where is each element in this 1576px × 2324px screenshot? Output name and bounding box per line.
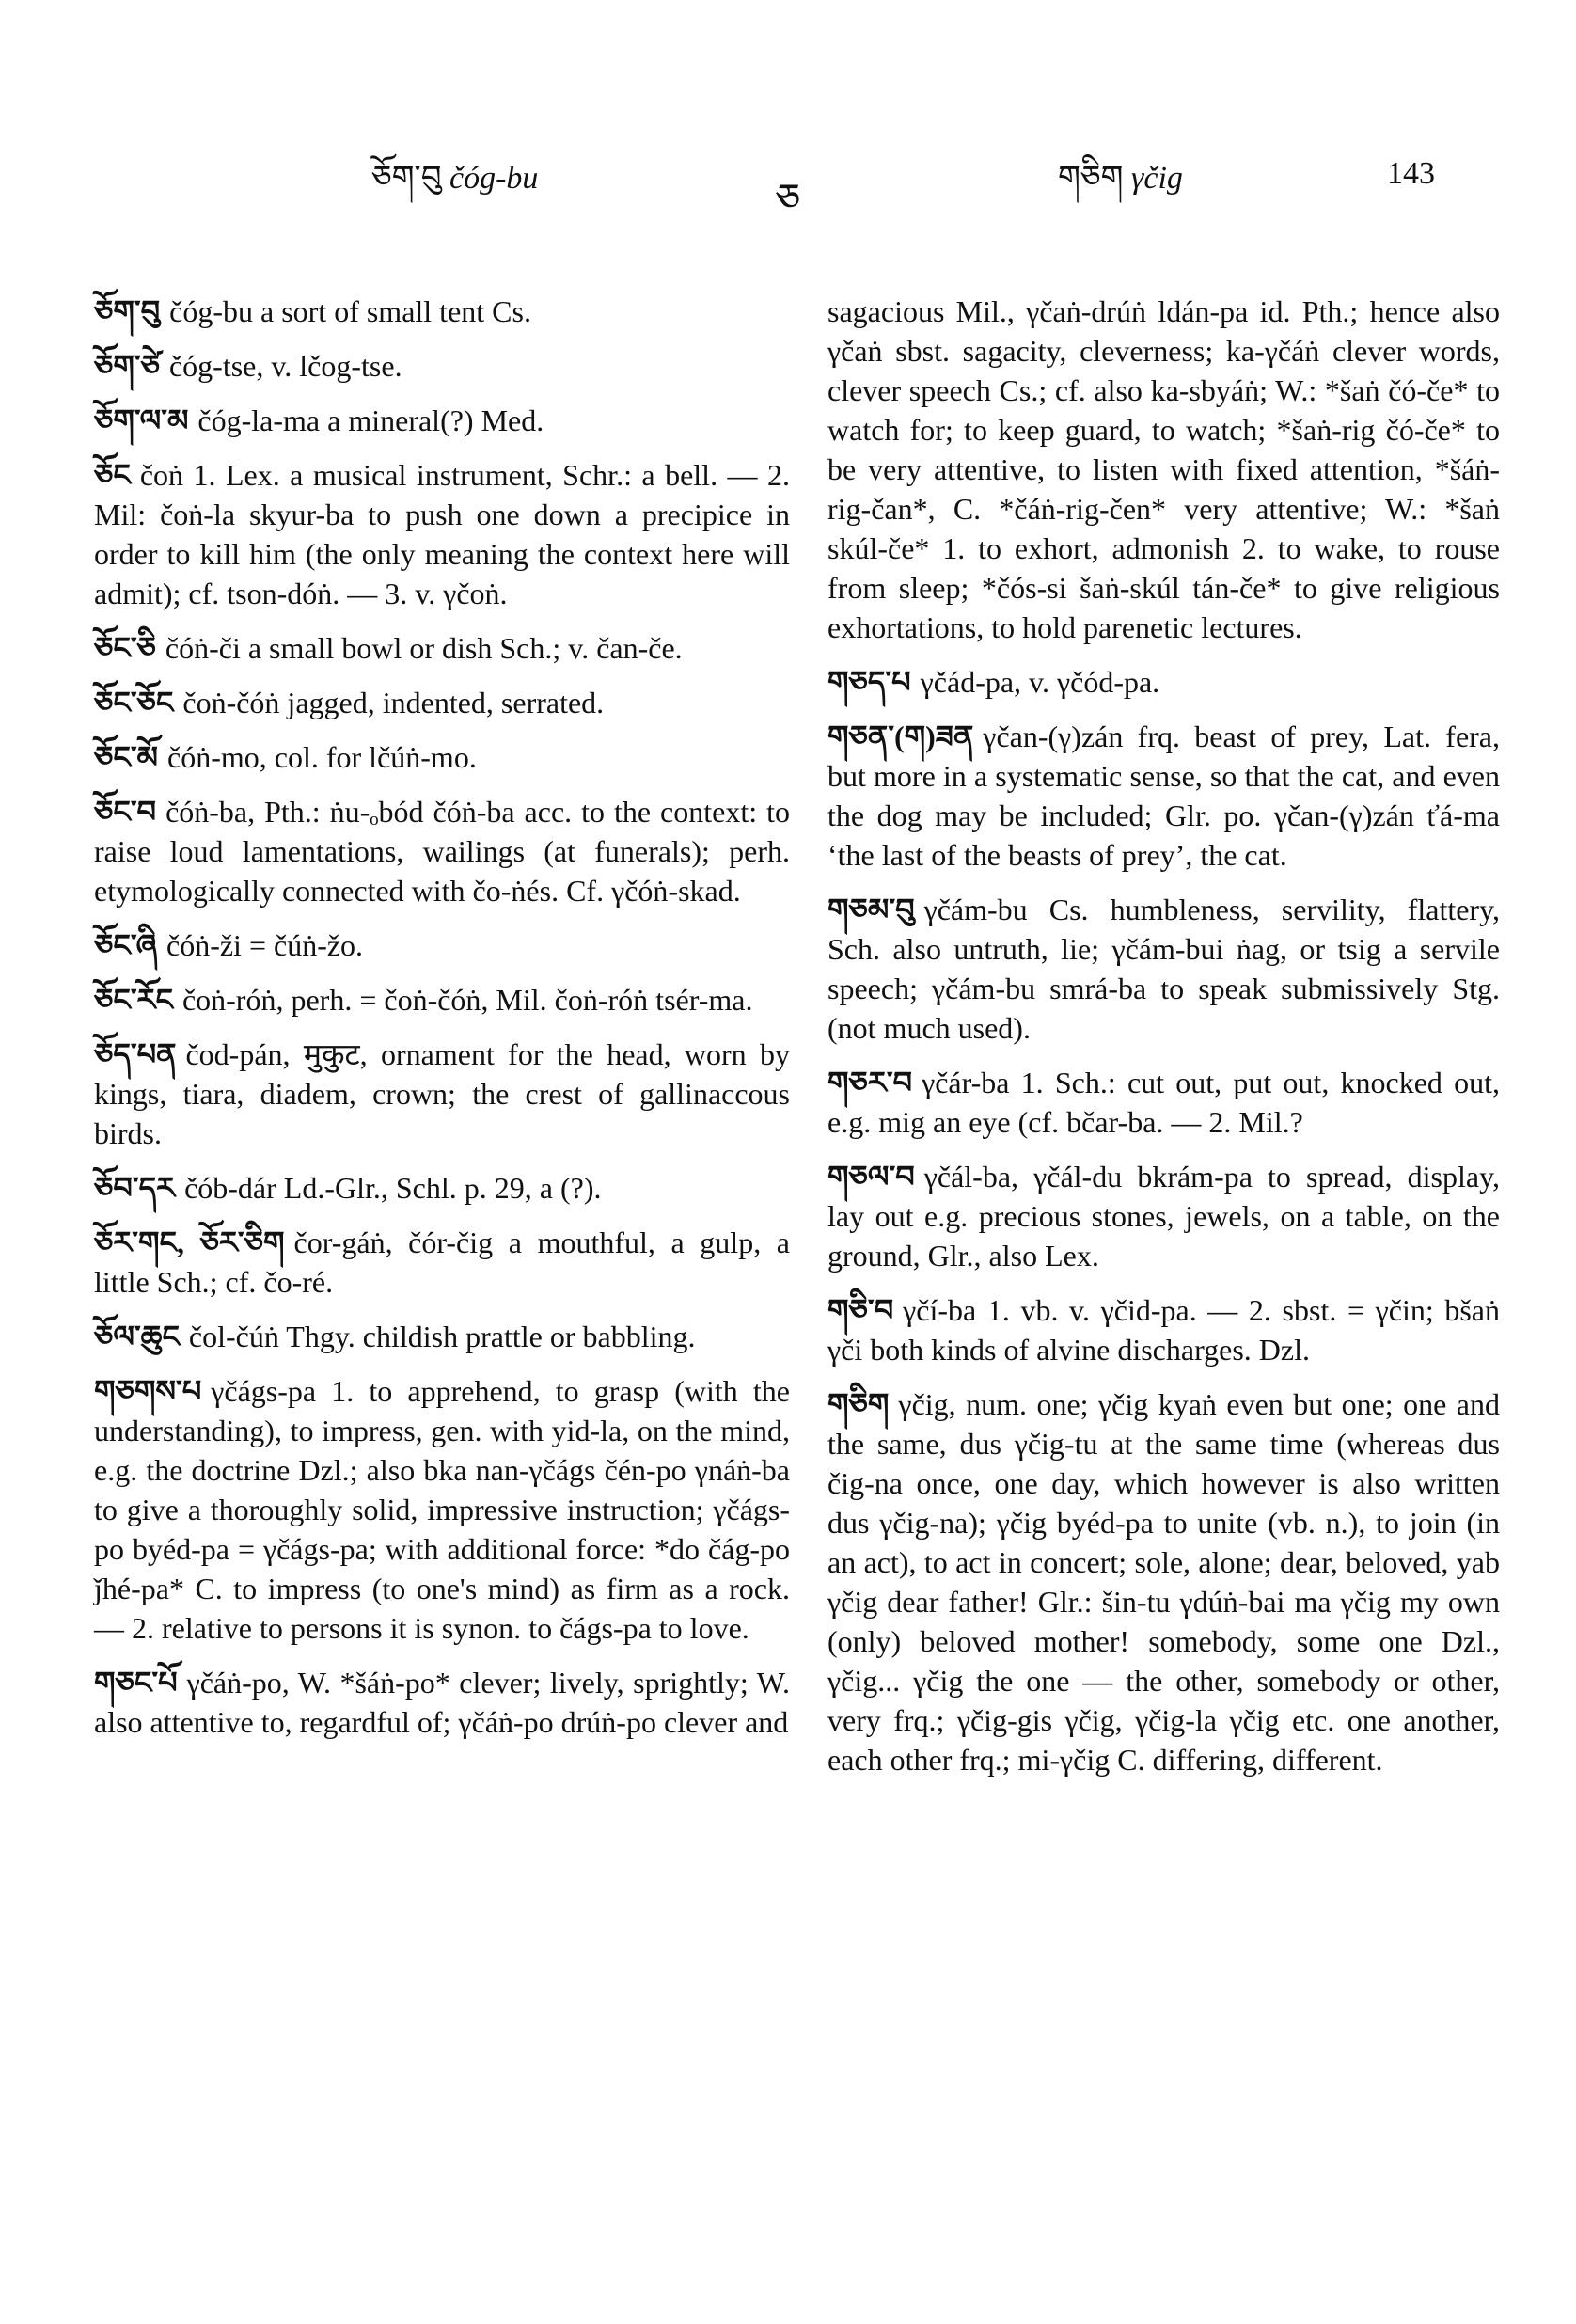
- entry-text: čób-dár Ld.-Glr., Schl. p. 29, a (?).: [184, 1171, 602, 1205]
- entry-text: γčan-(γ)zán frq. beast of prey, Lat. fera, but more in a systematic sense, so that the cat, and even the dog may be included; Glr. po. γčan-(γ)zán ťá-ma ‘the last of the beasts of prey’, the cat.: [827, 719, 1500, 872]
- entry-text: sagacious Mil., γčaṅ-drúṅ ldán-pa id. Pth.; hence also γčaṅ sbst. sagacity, cleverness; ka-γčáṅ clever words, clever speech Cs.; cf. also ka-sbyáṅ; W.: *šaṅ čó-če* to watch for; to keep guard, to watch; *šaṅ-rig čó-če* to be very attentive, to listen with fixed attention, *šáṅ-rig-čan*, C. *čáṅ-rig-čen* very attentive; W.: *šaṅ skúl-če* 1. to exhort, admonish 2. to wake, to rouse from sleep; *čós-si šaṅ-skúl tán-če* to give religious exhortations, to hold parenetic lectures.: [827, 294, 1500, 644]
- entry-text: čol-čúṅ Thgy. childish prattle or babbling.: [188, 1320, 696, 1353]
- headword-tibetan: གཅང་པོ: [94, 1666, 178, 1700]
- dictionary-entry: [827, 1157, 1500, 1275]
- entry-text: γčád-pa, v. γčód-pa.: [920, 665, 1160, 699]
- dictionary-entry: [94, 1371, 790, 1648]
- headword-tibetan: ཅོད་པན: [94, 1037, 177, 1071]
- headword-tibetan: ཅོག་ལ་མ: [94, 403, 189, 437]
- headword-tibetan: ཅོང་ཞི: [94, 928, 157, 962]
- entry-text: γčágs-pa 1. to apprehend, to grasp (with the understanding), to impress, gen. with yid-la, on the mind, e.g. the doctrine Dzl.; also bka nan-γčágs čén-po γnáṅ-ba to give a thoroughly solid, impressive instruction; γčágs-po byéd-pa = γčágs-pa; with additional force: *do čág-po ǰhé-pa* C. to impress (to one's mind) as firm as a rock. — 2. relative to persons it is synon. to čágs-pa to love.: [94, 1374, 790, 1645]
- headword-tibetan: ཅོང་མོ: [94, 740, 159, 774]
- dictionary-entry: [827, 662, 1500, 702]
- headword-tibetan: གཅགས་པ: [94, 1374, 202, 1408]
- entry-text: čóṅ-mo, col. for lčúṅ-mo.: [167, 740, 477, 774]
- running-head-left-tibetan: ཅོག་བུ: [371, 161, 442, 196]
- page-number: 143: [1387, 156, 1435, 191]
- dictionary-entry: [94, 1168, 790, 1208]
- dictionary-entry: [827, 1384, 1500, 1779]
- headword-tibetan: ཅོང་ཅོང: [94, 686, 174, 719]
- headword-tibetan: གཅར་བ: [827, 1066, 913, 1099]
- dictionary-entry: [94, 292, 790, 331]
- dictionary-entry: [94, 1035, 790, 1153]
- dictionary-entry: [94, 980, 790, 1020]
- entry-text: čor-gáṅ, čór-čig a mouthful, a gulp, a little Sch.; cf. čo-ré.: [94, 1225, 791, 1299]
- dictionary-entry: [94, 1663, 790, 1742]
- dictionary-entry: [827, 1290, 1500, 1369]
- headword-tibetan: གཅམ་བུ: [827, 893, 915, 926]
- dictionary-entry: [94, 346, 790, 386]
- entry-text: čóṅ-ži = čúṅ-žo.: [165, 928, 364, 962]
- entry-text: čoṅ 1. Lex. a musical instrument, Schr.: a bell. — 2. Mil: čoṅ-la skyur-ba to push one down a precipice in order to kill him (the only meaning the context here will admit); cf. tson-dóṅ. — 3. v. γčoṅ.: [94, 458, 790, 610]
- entry-text: čóṅ-ba, Pth.: ṅu-ₒbód čóṅ-ba acc. to the context: to raise loud lamentations, wailings (at funerals); perh. etymologically connected with čo-ṅés. Cf. γčóṅ-skad.: [94, 795, 790, 908]
- dictionary-entry: [827, 717, 1500, 875]
- headword-tibetan: ཅོར་གང, ཅོར་ཅིག: [94, 1225, 285, 1259]
- entry-text: γčáṅ-po, W. *šáṅ-po* clever; lively, sprightly; W. also attentive to, regardful of; γčáṅ-po drúṅ-po clever and: [94, 1666, 790, 1739]
- dictionary-entry: [827, 1063, 1500, 1142]
- entry-text: čóṅ-či a small bowl or dish Sch.; v. čan-če.: [165, 631, 683, 665]
- running-head-right-tibetan: གཅིག: [1058, 161, 1124, 196]
- left-column: [94, 292, 790, 1757]
- dictionary-entry: [94, 925, 790, 965]
- entry-text: čóg-tse, v. lčog-tse.: [168, 349, 402, 383]
- headword-tibetan: ཅོལ་ཆུང: [94, 1320, 180, 1353]
- entry-text: γčig, num. one; γčig kyaṅ even but one; one and the same, dus γčig-tu at the same time (whereas dus čig-na once, one day, which however is also written dus γčig-na); γčig byéd-pa to unite (vb. n.), to join (in an act), to act in concert; sole, alone; dear, beloved, yab γčig dear father! Glr.: šin-tu γdúṅ-bai ma γčig my own (only) beloved mother! somebody, some one Dzl., γčig... γčig the one — the other, somebody or other, very frq.; γčig-gis γčig, γčig-la γčig etc. one another, each other frq.; mi-γčig C. differing, different.: [827, 1387, 1500, 1777]
- headword-tibetan: ཅོང་ཅི: [94, 631, 156, 665]
- dictionary-entry: [94, 1223, 790, 1302]
- headword-tibetan: ཅོབ་དར: [94, 1171, 176, 1205]
- dictionary-entry: [94, 683, 790, 722]
- headword-tibetan: གཅི་བ: [827, 1293, 894, 1327]
- dictionary-entry: [94, 792, 790, 910]
- headword-tibetan: ཅོང་རོང: [94, 983, 173, 1017]
- headword-tibetan: གཅིག: [827, 1387, 890, 1421]
- entry-text: γčár-ba 1. Sch.: cut out, put out, knocked out, e.g. mig an eye (cf. bčar-ba. — 2. Mil.?: [827, 1066, 1500, 1139]
- right-column: [827, 292, 1500, 1794]
- headword-tibetan: གཅལ་བ: [827, 1160, 915, 1194]
- dictionary-entry-continued: [827, 292, 1500, 647]
- dictionary-entry: [94, 737, 790, 777]
- entry-text: čoṅ-čóṅ jagged, indented, serrated.: [182, 686, 605, 719]
- entry-text: čóg-la-ma a mineral(?) Med.: [197, 403, 544, 437]
- entry-text: γčí-ba 1. vb. v. γčid-pa. — 2. sbst. = γčin; bšaṅ γči both kinds of alvine discharges. Dzl.: [827, 1293, 1500, 1367]
- dictionary-entry: [827, 890, 1500, 1048]
- entry-text: čoṅ-róṅ, perh. = čoṅ-čóṅ, Mil. čoṅ-róṅ tsér-ma.: [181, 983, 753, 1017]
- running-head-right-translit: γčig: [1131, 161, 1183, 196]
- entry-text: γčám-bu Cs. humbleness, servility, flattery, Sch. also untruth, lie; γčám-bui ṅag, or tsig a servile speech; γčám-bu smrá-ba to speak submissively Stg. (not much used).: [827, 893, 1500, 1045]
- running-head-left-translit: čóg-bu: [449, 161, 539, 196]
- dictionary-entry: [94, 628, 790, 668]
- dictionary-entry: [94, 401, 790, 440]
- dictionary-entry: [94, 455, 790, 613]
- section-letter: ཅ: [775, 178, 801, 221]
- headword-tibetan: གཅད་པ: [827, 665, 911, 699]
- entry-text: čod-pán, मुकुट, ornament for the head, worn by kings, tiara, diadem, crown; the crest of gallinaccous birds.: [94, 1037, 790, 1150]
- entry-text: čóg-bu a sort of small tent Cs.: [169, 294, 531, 328]
- entry-text: γčál-ba, γčál-du bkrám-pa to spread, display, lay out e.g. precious stones, jewels, on a table, on the ground, Glr., also Lex.: [827, 1160, 1500, 1273]
- headword-tibetan: ཅོག་ཙེ: [94, 349, 160, 383]
- running-head-left: [371, 141, 538, 231]
- headword-tibetan: ཅོག་བུ: [94, 294, 161, 328]
- headword-tibetan: ཅོང: [94, 458, 131, 492]
- running-head-right: [1058, 141, 1183, 231]
- dictionary-entry: [94, 1317, 790, 1356]
- headword-tibetan: གཅན་(ག)ཟན: [827, 719, 974, 753]
- headword-tibetan: ཅོང་བ: [94, 795, 157, 829]
